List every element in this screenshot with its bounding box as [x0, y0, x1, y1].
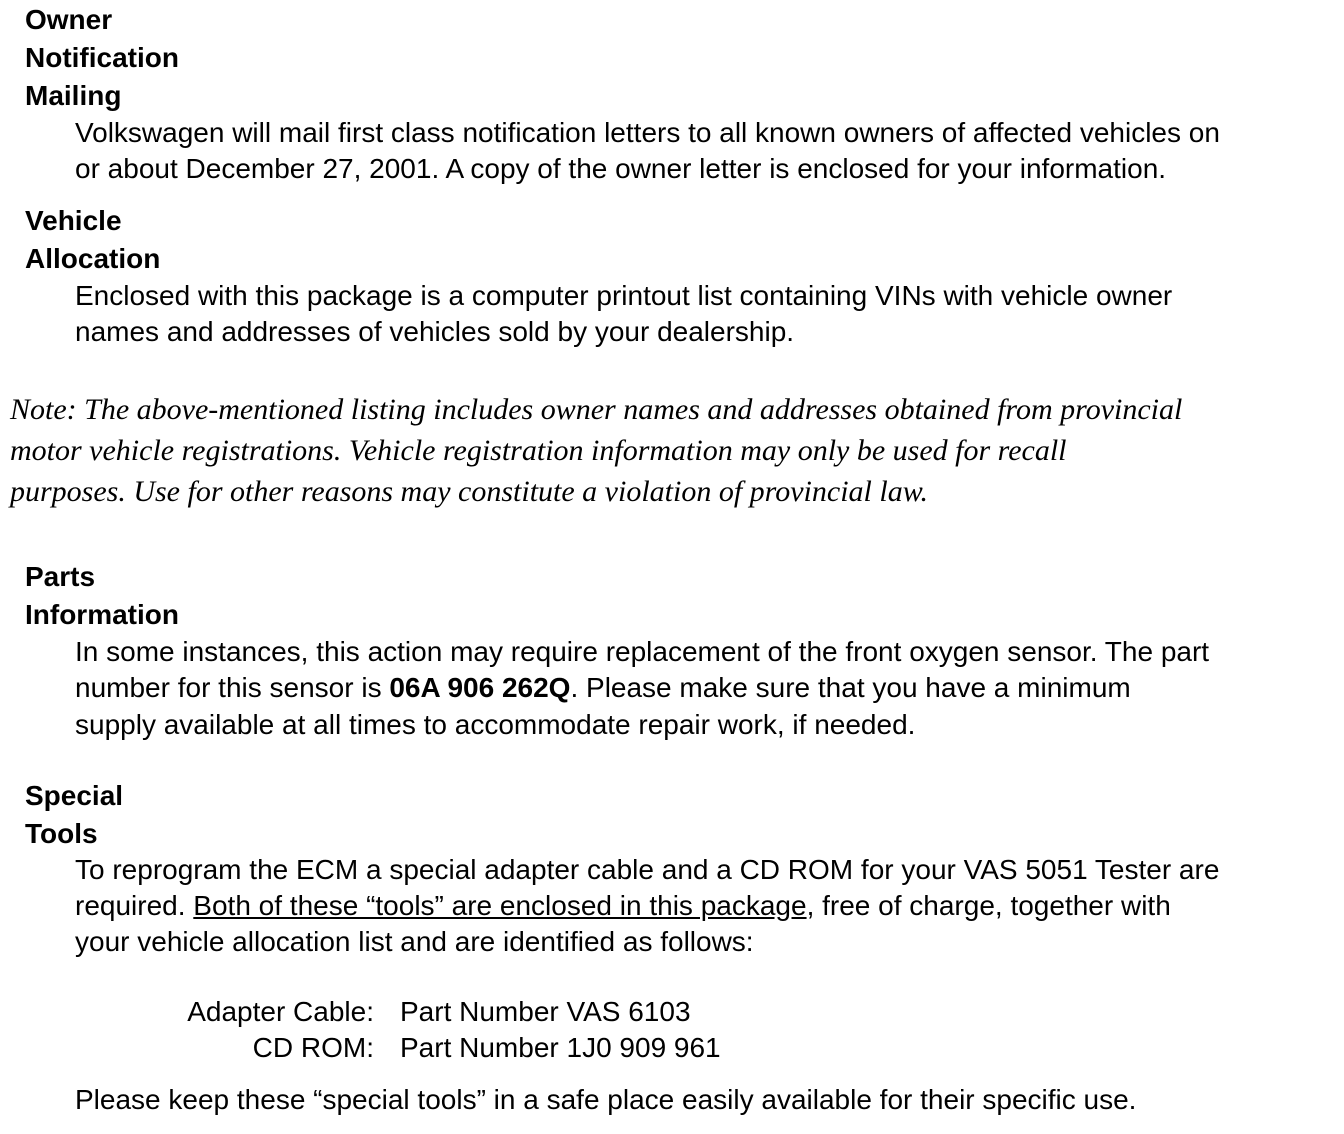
vehicle-allocation-heading-2: Allocation: [25, 243, 161, 274]
vehicle-allocation-text-1: Enclosed with this package is a computer printout list containing VINs with vehicle owner: [75, 280, 1173, 311]
special-tools-text-1: To reprogram the ECM a special adapter cable and a CD ROM for your VAS 5051 Tester are: [75, 854, 1220, 885]
parts-information-heading-2: Information: [25, 599, 179, 630]
oxygen-sensor-part-number: 06A 906 262Q: [389, 672, 571, 703]
tool-label-cd-rom: CD ROM:: [252, 1032, 374, 1063]
parts-text-before: number for this sensor is: [75, 672, 390, 703]
special-tools-closing: Please keep these “special tools” in a safe place easily available for their specific use.: [75, 1084, 1137, 1115]
special-tools-heading-2: Tools: [25, 818, 98, 849]
note-text-3: purposes. Use for other reasons may constitute a violation of provincial law.: [10, 475, 928, 508]
owner-notification-text-1: Volkswagen will mail first class notification letters to all known owners of affected vehicles on: [75, 117, 1220, 148]
special-tools-text-after: , free of charge, together with: [806, 890, 1171, 921]
special-tools-heading-1: Special: [25, 780, 124, 811]
vehicle-allocation-text-2: names and addresses of vehicles sold by your dealership.: [75, 316, 795, 347]
note-text-1: Note: The above-mentioned listing includes owner names and addresses obtained from provincial: [10, 393, 1183, 426]
owner-notification-heading-1: Owner: [25, 4, 113, 35]
note-text-2: motor vehicle registrations. Vehicle registration information may only be used for recall: [10, 434, 1067, 467]
parts-text-after: . Please make sure that you have a minimum: [570, 672, 1131, 703]
parts-information-text-3: supply available at all times to accommodate repair work, if needed.: [75, 709, 916, 740]
special-tools-text-2: [75, 888, 1171, 924]
tool-label-adapter-cable: Adapter Cable:: [187, 996, 374, 1027]
owner-notification-heading-2: Notification: [25, 42, 179, 73]
special-tools-text-3: your vehicle allocation list and are identified as follows:: [75, 926, 754, 957]
tool-value-cd-rom: Part Number 1J0 909 961: [400, 1032, 721, 1063]
special-tools-text-before: required.: [75, 890, 194, 921]
vehicle-allocation-heading-1: Vehicle: [25, 205, 122, 236]
parts-information-heading-1: Parts: [25, 561, 96, 592]
owner-notification-text-2: or about December 27, 2001. A copy of the owner letter is enclosed for your information.: [75, 153, 1167, 184]
parts-information-text-2: [75, 670, 1131, 706]
owner-notification-heading-3: Mailing: [25, 80, 122, 111]
underlined-enclosed-note: Both of these “tools” are enclosed in this package: [193, 890, 807, 921]
parts-information-text-1: In some instances, this action may require replacement of the front oxygen sensor. The part: [75, 636, 1210, 667]
tool-value-adapter-cable: Part Number VAS 6103: [400, 996, 691, 1027]
